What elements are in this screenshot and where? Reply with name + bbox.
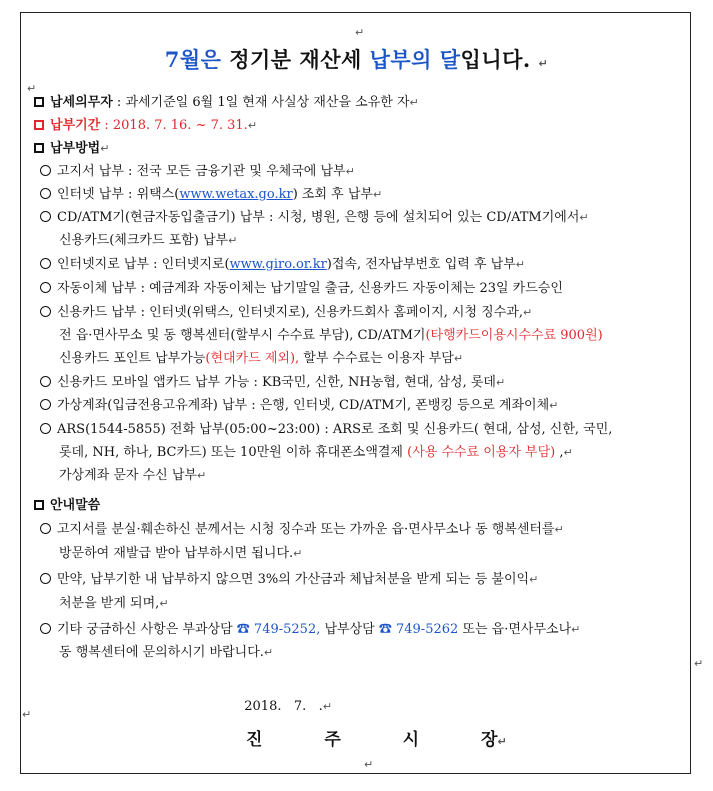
notice-heading-text: 안내말씀 <box>50 498 101 513</box>
page-title <box>0 44 713 74</box>
paragraph-mark: ↵ <box>549 399 559 412</box>
period-text: : 2018. 7. 16. ~ 7. 31. <box>100 118 248 133</box>
paragraph-mark: ↵ <box>522 306 533 319</box>
method-text: 신용카드 납부 : 인터넷(위택스, 인터넷지로), 신용카드회사 홈페이지, 시청 징수과, <box>57 305 523 320</box>
method-text: )접속, 전자납부번호 입력 후 납부 <box>326 257 516 272</box>
fee-note: (사용 수수료 이용자 부담) <box>407 445 556 460</box>
circle-bullet-icon <box>40 258 51 269</box>
notice-text: 동 행복센터에 문의하시기 바랍니다. <box>59 645 264 660</box>
paragraph-mark: ↵ <box>372 188 383 201</box>
giro-link[interactable]: www.giro.or.kr <box>229 257 327 272</box>
paragraph-mark: ↵ <box>293 547 303 560</box>
paragraph-mark: ↵ <box>27 82 37 95</box>
paragraph-mark: ↵ <box>694 657 704 670</box>
paragraph-mark: ↵ <box>100 142 110 155</box>
taxpayer-line <box>34 95 419 111</box>
method-item <box>40 422 612 438</box>
method-text: CD/ATM기(현금자동입출금기) 납부 : 시청, 병원, 은행 등에 설치되어 있는 CD/ATM기에서 <box>57 210 580 225</box>
method-text: 인터넷 납부 : 위택스( <box>57 187 180 202</box>
method-text: 인터넷지로 납부 : 인터넷지로( <box>57 257 230 272</box>
checkbox-square-icon <box>34 500 44 510</box>
paragraph-mark: ↵ <box>495 376 506 389</box>
method-text: ) 조회 후 납부 <box>292 187 373 202</box>
notice-text: 또는 읍·면사무소나 <box>458 622 572 637</box>
circle-bullet-icon <box>40 282 51 293</box>
circle-bullet-icon <box>40 523 51 534</box>
paragraph-mark: ↵ <box>571 623 581 636</box>
circle-bullet-icon <box>40 623 51 634</box>
notice-item <box>40 622 580 638</box>
assessment-phone: ☎ 749-5252, <box>236 622 321 637</box>
methods-heading-text: 납부방법 <box>50 141 101 156</box>
notice-item-continued <box>59 596 169 612</box>
method-text: 자동이체 납부 : 예금계좌 자동이체는 납기말일 출금, 신용카드 자동이체는 23일 카드승인 <box>57 281 563 296</box>
method-text: , <box>555 445 564 460</box>
method-item <box>40 375 505 391</box>
card-exclusion-note: (현대카드 제외), <box>205 351 300 366</box>
title-payment-month: 납부의 달 <box>369 47 461 72</box>
circle-bullet-icon <box>40 165 51 176</box>
signature-line <box>246 725 507 750</box>
paragraph-mark: ↵ <box>497 735 507 748</box>
method-item <box>40 210 589 226</box>
paragraph-mark: ↵ <box>563 446 573 459</box>
notice-heading <box>34 498 100 514</box>
method-item-continued <box>59 468 206 484</box>
paragraph-mark: ↵ <box>22 708 32 721</box>
signature: 진 주 시 장 <box>246 730 498 750</box>
method-item <box>40 281 563 297</box>
title-end: 입니다. <box>460 47 531 72</box>
taxpayer-text: : 과세기준일 6월 1일 현재 사실상 재산을 소유한 자 <box>112 95 410 110</box>
paragraph-mark: ↵ <box>228 234 238 247</box>
checkbox-square-icon <box>34 120 44 130</box>
paragraph-mark: ↵ <box>364 758 374 771</box>
method-text: 가상계좌 문자 수신 납부 <box>59 468 197 483</box>
date-line <box>236 683 332 715</box>
paragraph-mark: ↵ <box>554 523 564 536</box>
fee-note: (타행카드이용시수수료 900원) <box>425 328 603 343</box>
payment-phone: ☎ 749-5262 <box>378 622 459 637</box>
notice-text: 처분을 받게 되며, <box>59 596 160 611</box>
paragraph-mark: ↵ <box>409 96 419 109</box>
circle-bullet-icon <box>40 306 51 317</box>
circle-bullet-icon <box>40 376 51 387</box>
notice-text: 만약, 납부기한 내 납부하지 않으면 3%의 가산금과 체납처분을 받게 되는 등 불이익 <box>57 572 530 587</box>
methods-heading <box>34 141 109 157</box>
paragraph-mark: ↵ <box>529 573 539 586</box>
circle-bullet-icon <box>40 399 51 410</box>
document-date: 2018. 7. . <box>244 699 323 714</box>
paragraph-mark: ↵ <box>453 352 464 365</box>
method-text: 신용카드 모바일 앱카드 납부 가능 : KB국민, 신한, NH농협, 현대, 삼성, 롯데 <box>57 375 496 390</box>
notice-item <box>40 522 564 538</box>
method-text: 신용카드 포인트 납부가능 <box>59 351 206 366</box>
taxpayer-label: 납세의무자 <box>50 95 113 110</box>
method-item <box>40 164 355 180</box>
method-item <box>40 305 532 321</box>
notice-text: 방문하여 재발급 받아 납부하시면 됩니다. <box>59 546 294 561</box>
circle-bullet-icon <box>40 188 51 199</box>
method-item-continued <box>59 445 573 461</box>
method-item-continued <box>59 233 237 249</box>
method-text: 전 읍·면사무소 및 동 행복센터(할부시 수수료 부담), CD/ATM기 <box>59 328 426 343</box>
method-text: 가상계좌(입금전용고유계좌) 납부 : 은행, 인터넷, CD/ATM기, 폰뱅킹 등으로 계좌이체 <box>57 398 550 413</box>
circle-bullet-icon <box>40 573 51 584</box>
method-item-continued <box>59 351 463 367</box>
paragraph-mark: ↵ <box>322 700 333 713</box>
method-text: ARS(1544-5855) 전화 납부(05:00~23:00) : ARS로 조회 및 신용카드( 현대, 삼성, 신한, 국민, <box>57 422 613 437</box>
paragraph-mark: ↵ <box>579 211 589 224</box>
paragraph-mark: ↵ <box>159 597 169 610</box>
period-line <box>34 118 257 134</box>
paragraph-mark: ↵ <box>355 26 365 39</box>
checkbox-square-icon <box>34 97 44 107</box>
title-month: 7월은 <box>164 47 222 72</box>
paragraph-mark: ↵ <box>515 258 525 271</box>
period-label: 납부기간 <box>50 118 101 133</box>
circle-bullet-icon <box>40 211 51 222</box>
paragraph-mark: ↵ <box>263 646 274 659</box>
notice-text: 기타 궁금하신 사항은 부과상담 <box>57 622 237 637</box>
paragraph-mark: ↵ <box>247 119 258 132</box>
paragraph-mark: ↵ <box>345 165 355 178</box>
paragraph-mark: ↵ <box>196 469 207 482</box>
method-text: 롯데, NH, 하나, BC카드) 또는 10만원 이하 휴대폰소액결제 <box>59 445 408 460</box>
title-tax: 정기분 재산세 <box>221 47 370 72</box>
method-text: 할부 수수료는 이용자 부담 <box>299 351 454 366</box>
circle-bullet-icon <box>40 423 51 434</box>
method-text: 고지서 납부 : 전국 모든 금융기관 및 우체국에 납부 <box>57 164 346 179</box>
method-item <box>40 187 382 203</box>
notice-text: 고지서를 분실·훼손하신 분께서는 시청 징수과 또는 가까운 읍·면사무소나 동 행복센터를 <box>57 522 555 537</box>
notice-item <box>40 572 538 588</box>
method-item-continued <box>59 328 603 344</box>
checkbox-square-icon <box>34 143 44 153</box>
method-item <box>40 398 558 414</box>
notice-item-continued <box>59 645 273 661</box>
notice-text: 납부상담 <box>320 622 379 637</box>
method-item <box>40 257 525 273</box>
paragraph-mark: ↵ <box>538 57 549 70</box>
method-text: 신용카드(체크카드 포함) 납부 <box>59 233 229 248</box>
notice-item-continued <box>59 546 302 562</box>
wetax-link[interactable]: www.wetax.go.kr <box>179 187 293 202</box>
